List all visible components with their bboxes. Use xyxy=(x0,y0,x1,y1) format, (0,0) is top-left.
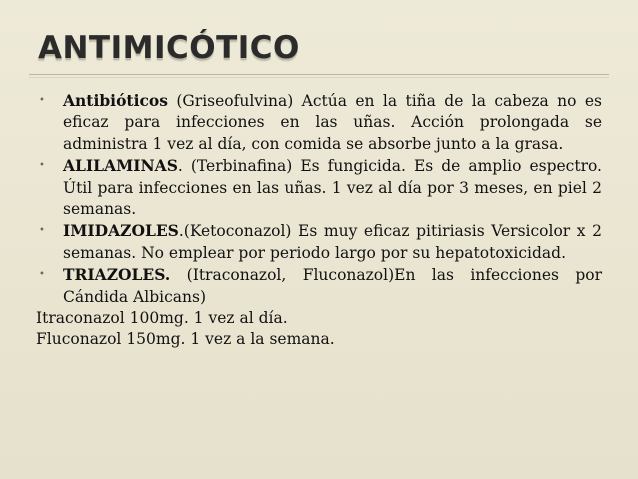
bullet-imidazoles xyxy=(36,220,602,264)
title-divider-shadow xyxy=(29,77,609,78)
bullet-triazoles xyxy=(36,264,602,308)
bullet-dot-icon: • xyxy=(39,225,45,237)
bullet-antibioticos xyxy=(36,90,602,155)
bullet-lead: IMIDAZOLES xyxy=(63,221,179,241)
bullet-text: .(Ketoconazol) Es muy eficaz pitiriasis Versicolor x 2 semanas. No emplear por periodo largo por su hepatotoxicidad. xyxy=(63,222,602,262)
bullet-dot-icon: • xyxy=(39,160,45,172)
slide-title: ANTIMICÓTICO xyxy=(38,30,300,66)
bullet-dot-icon: • xyxy=(39,269,45,281)
title-divider xyxy=(29,74,609,75)
bullet-dot-icon: • xyxy=(39,95,45,106)
bullet-text: (Griseofulvina) Actúa en la tiña de la cabeza no es eficaz para infecciones en las uñas. Acción prolongada se administra 1 vez al día, con comida se absorbe junto a la grasa. xyxy=(63,92,602,153)
dose-line-itraconazol: Itraconazol 100mg. 1 vez al día. xyxy=(36,309,288,328)
bullet-lead: ALILAMINAS xyxy=(63,156,178,176)
bullet-lead: TRIAZOLES. xyxy=(63,265,171,285)
dose-line-fluconazol: Fluconazol 150mg. 1 vez a la semana. xyxy=(36,330,335,349)
slide-body xyxy=(36,90,602,351)
bullet-text: . (Terbinafina) Es fungicida. Es de amplio espectro. Útil para infecciones en las uñas. 1 vez al día por 3 meses, en piel 2 semanas. xyxy=(63,157,602,219)
bullet-text: (Itraconazol, Fluconazol)En las infecciones por Cándida Albicans) xyxy=(63,266,602,306)
bullet-alilaminas xyxy=(36,155,602,220)
bullet-lead: Antibióticos xyxy=(63,91,168,110)
